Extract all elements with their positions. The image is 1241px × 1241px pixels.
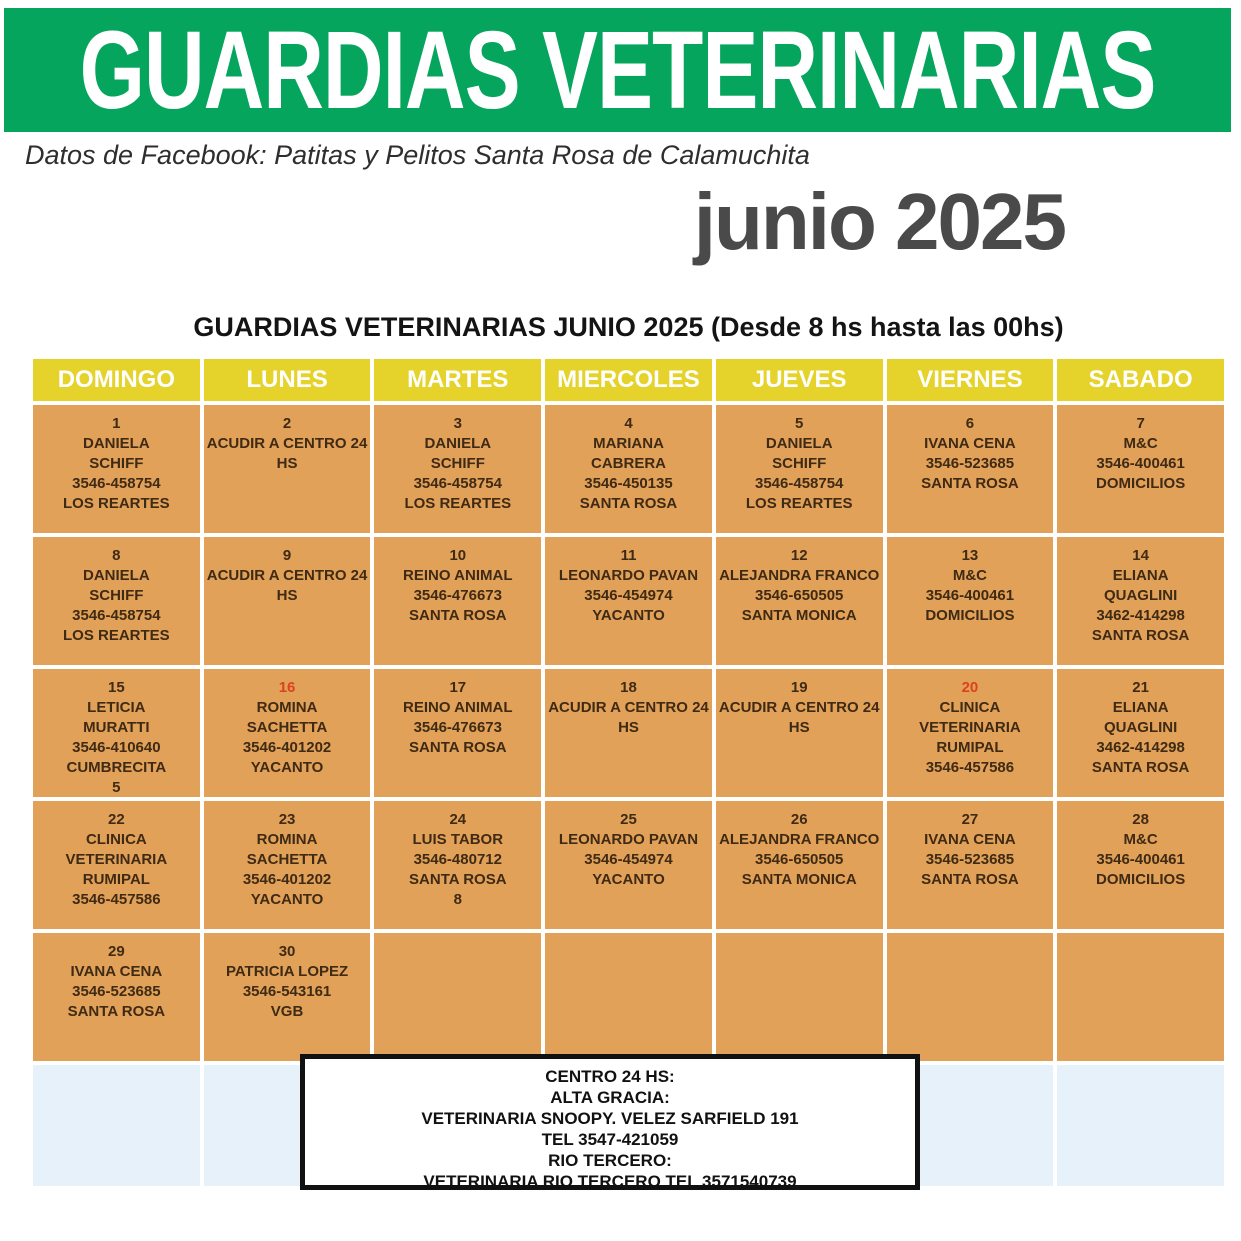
cell-text-line: HS bbox=[788, 719, 810, 736]
cell-text-line: IVANA CENA bbox=[924, 435, 1016, 452]
cell-text-line: MURATTI bbox=[83, 719, 150, 736]
cell-text-line: LEONARDO PAVAN bbox=[558, 567, 699, 584]
cell-text-line: ACUDIR A CENTRO 24 bbox=[718, 699, 880, 716]
calendar-cell bbox=[887, 537, 1054, 665]
calendar-cell bbox=[1057, 405, 1224, 533]
cell-text-line: 3546-523685 bbox=[72, 983, 161, 1000]
cell-text-line: 3546-543161 bbox=[242, 983, 332, 1000]
cell-text-line: SANTA ROSA bbox=[409, 607, 507, 624]
cell-text-line: VETERINARIA bbox=[919, 719, 1021, 736]
cell-text-line: ROMINA bbox=[256, 699, 318, 716]
cell-text-line: 3462-414298 bbox=[1096, 607, 1185, 624]
calendar-cell bbox=[204, 801, 371, 929]
day-number: 19 bbox=[790, 679, 808, 696]
calendar-cell bbox=[374, 669, 541, 797]
day-number: 22 bbox=[108, 811, 125, 828]
day-number: 14 bbox=[1132, 547, 1149, 564]
cell-text-line: SCHIFF bbox=[430, 455, 485, 472]
cell-text-line: SANTA ROSA bbox=[921, 475, 1019, 492]
calendar-cell bbox=[33, 405, 200, 533]
calendar-cell bbox=[887, 933, 1054, 1061]
cell-text-line: DANIELA bbox=[765, 435, 833, 452]
day-number: 24 bbox=[449, 811, 467, 828]
calendar-cell bbox=[374, 933, 541, 1061]
day-number: 26 bbox=[790, 811, 808, 828]
day-number: 16 bbox=[278, 679, 296, 696]
cell-text-line: LOS REARTES bbox=[63, 627, 170, 644]
cell-text-line: 3546-458754 bbox=[72, 607, 161, 624]
calendar-cell bbox=[716, 933, 883, 1061]
cell-text-line: 3546-476673 bbox=[413, 587, 502, 604]
cell-text-line: SANTA ROSA bbox=[1091, 759, 1190, 776]
cell-text-line: LETICIA bbox=[87, 699, 146, 716]
cell-text-line: ELIANA bbox=[1112, 567, 1169, 584]
empty-cell bbox=[1057, 1065, 1224, 1186]
cell-text-line: SANTA MONICA bbox=[741, 607, 857, 624]
day-number: 15 bbox=[108, 679, 125, 696]
cell-text-line: 3546-458754 bbox=[754, 475, 844, 492]
cell-text-line: 3546-650505 bbox=[754, 587, 844, 604]
day-number: 17 bbox=[449, 679, 467, 696]
day-number: 30 bbox=[278, 943, 296, 960]
day-number: 1 bbox=[112, 415, 121, 432]
cell-text-line: 3546-410640 bbox=[72, 739, 161, 756]
cell-text-line: SANTA ROSA bbox=[409, 871, 507, 888]
cell-text-line: ACUDIR A CENTRO 24 bbox=[206, 435, 368, 452]
calendar-cell bbox=[374, 537, 541, 665]
cell-text-line: 3462-414298 bbox=[1096, 739, 1185, 756]
calendar-cell bbox=[887, 405, 1054, 533]
cell-text-line: LEONARDO PAVAN bbox=[558, 831, 699, 848]
day-number: 18 bbox=[620, 679, 637, 696]
day-number: 25 bbox=[620, 811, 637, 828]
calendar-cell bbox=[545, 537, 712, 665]
cell-text-line: DOMICILIOS bbox=[1096, 475, 1186, 492]
calendar-cell bbox=[716, 669, 883, 797]
calendar-cell bbox=[33, 669, 200, 797]
cell-text-line: SCHIFF bbox=[89, 587, 144, 604]
month-title: junio 2025 bbox=[693, 177, 1065, 266]
cell-text-line: YACANTO bbox=[250, 759, 324, 776]
note-line: RIO TERCERO: bbox=[548, 1151, 672, 1170]
cell-text-line: DANIELA bbox=[83, 567, 150, 584]
calendar-cell bbox=[204, 933, 371, 1061]
cell-text-line: M&C bbox=[952, 567, 987, 584]
day-number: 4 bbox=[624, 415, 633, 432]
cell-text-line: M&C bbox=[1123, 831, 1158, 848]
day-header-miercoles: MIERCOLES bbox=[545, 359, 712, 401]
note-line: CENTRO 24 HS: bbox=[545, 1067, 675, 1086]
empty-cell bbox=[33, 1065, 200, 1186]
cell-text-line: HS bbox=[276, 455, 298, 472]
day-header-domingo: DOMINGO bbox=[33, 359, 200, 401]
facebook-credit-line: Datos de Facebook: Patitas y Pelitos Santa Rosa de Calamuchita bbox=[25, 140, 810, 170]
cell-text-line: VETERINARIA bbox=[65, 851, 168, 868]
cell-text-line: SANTA ROSA bbox=[67, 1003, 166, 1020]
calendar-cell bbox=[887, 669, 1054, 797]
day-number: 7 bbox=[1136, 415, 1145, 432]
cell-text-line: M&C bbox=[1123, 435, 1158, 452]
cell-text-line: SACHETTA bbox=[246, 851, 328, 868]
cell-text-line: SANTA ROSA bbox=[409, 739, 507, 756]
page-title: GUARDIAS VETERINARIAS bbox=[79, 7, 1156, 132]
cell-text-line: HS bbox=[618, 719, 639, 736]
cell-text-line: VGB bbox=[270, 1003, 304, 1020]
cell-text-line: 3546-476673 bbox=[413, 719, 502, 736]
centro-24hs-note-box bbox=[300, 1054, 920, 1190]
calendar-cell bbox=[545, 801, 712, 929]
cell-text-line: 5 bbox=[112, 779, 121, 796]
cell-text-line: ALEJANDRA FRANCO bbox=[719, 831, 880, 848]
cell-text-line: CLINICA bbox=[939, 699, 1001, 716]
cell-text-line: DOMICILIOS bbox=[925, 607, 1015, 624]
day-header-sabado: SABADO bbox=[1057, 359, 1224, 401]
cell-text-line: 3546-523685 bbox=[925, 851, 1015, 868]
day-header-jueves: JUEVES bbox=[716, 359, 883, 401]
cell-text-line: DANIELA bbox=[83, 435, 150, 452]
cell-text-line: SANTA ROSA bbox=[579, 495, 678, 512]
cell-text-line: DOMICILIOS bbox=[1096, 871, 1186, 888]
calendar-cell bbox=[1057, 537, 1224, 665]
cell-text-line: 3546-458754 bbox=[72, 475, 161, 492]
note-line: ALTA GRACIA: bbox=[550, 1088, 670, 1107]
day-header-viernes: VIERNES bbox=[887, 359, 1054, 401]
cell-text-line: 8 bbox=[453, 891, 462, 908]
cell-text-line: QUAGLINI bbox=[1103, 587, 1178, 604]
day-number: 29 bbox=[108, 943, 125, 960]
cell-text-line: 3546-401202 bbox=[242, 739, 332, 756]
cell-text-line: CABRERA bbox=[590, 455, 666, 472]
cell-text-line: REINO ANIMAL bbox=[403, 699, 513, 716]
day-number: 10 bbox=[449, 547, 467, 564]
calendar-cell bbox=[204, 537, 371, 665]
cell-text-line: 3546-458754 bbox=[413, 475, 502, 492]
day-header-martes: MARTES bbox=[374, 359, 541, 401]
day-number: 12 bbox=[790, 547, 808, 564]
calendar-cell bbox=[545, 933, 712, 1061]
cell-text-line: CUMBRECITA bbox=[66, 759, 167, 776]
cell-text-line: 3546-457586 bbox=[72, 891, 161, 908]
cell-text-line: CLINICA bbox=[85, 831, 147, 848]
cell-text-line: 3546-401202 bbox=[242, 871, 332, 888]
cell-text-line: 3546-400461 bbox=[1096, 455, 1185, 472]
cell-text-line: 3546-400461 bbox=[1096, 851, 1185, 868]
day-number: 2 bbox=[282, 415, 292, 432]
day-number: 8 bbox=[112, 547, 121, 564]
day-number: 3 bbox=[453, 415, 462, 432]
day-number: 27 bbox=[961, 811, 979, 828]
cell-text-line: 3546-400461 bbox=[925, 587, 1015, 604]
cell-text-line: REINO ANIMAL bbox=[403, 567, 513, 584]
cell-text-line: SANTA MONICA bbox=[741, 871, 857, 888]
note-line: VETERINARIA RIO TERCERO TEL 3571540739 bbox=[423, 1172, 797, 1191]
cell-text-line: QUAGLINI bbox=[1103, 719, 1178, 736]
cell-text-line: DANIELA bbox=[424, 435, 492, 452]
cell-text-line: YACANTO bbox=[592, 871, 665, 888]
cell-text-line: 3546-454974 bbox=[584, 587, 673, 604]
calendar-cell bbox=[374, 405, 541, 533]
cell-text-line: SCHIFF bbox=[89, 455, 144, 472]
calendar-cell bbox=[33, 933, 200, 1061]
header-banner bbox=[4, 8, 1231, 132]
day-number: 6 bbox=[965, 415, 975, 432]
cell-text-line: 3546-454974 bbox=[584, 851, 673, 868]
cell-text-line: ALEJANDRA FRANCO bbox=[719, 567, 880, 584]
cell-text-line: 3546-480712 bbox=[413, 851, 502, 868]
day-header-lunes: LUNES bbox=[204, 359, 371, 401]
day-number: 28 bbox=[1132, 811, 1149, 828]
cell-text-line: SANTA ROSA bbox=[921, 871, 1019, 888]
calendar-header-row bbox=[33, 359, 1224, 401]
calendar-cell bbox=[716, 801, 883, 929]
calendar-title: GUARDIAS VETERINARIAS JUNIO 2025 (Desde 8 hs hasta las 00hs) bbox=[193, 312, 1064, 342]
day-number: 23 bbox=[278, 811, 296, 828]
note-line: TEL 3547-421059 bbox=[541, 1130, 679, 1149]
cell-text-line: IVANA CENA bbox=[924, 831, 1016, 848]
cell-text-line: IVANA CENA bbox=[70, 963, 163, 980]
cell-text-line: 3546-450135 bbox=[584, 475, 673, 492]
cell-text-line: RUMIPAL bbox=[82, 871, 150, 888]
cell-text-line: PATRICIA LOPEZ bbox=[225, 963, 349, 980]
note-line: VETERINARIA SNOOPY. VELEZ SARFIELD 191 bbox=[421, 1109, 799, 1128]
calendar-cell bbox=[545, 669, 712, 797]
calendar-cell bbox=[374, 801, 541, 929]
calendar-cell bbox=[716, 405, 883, 533]
day-number: 20 bbox=[961, 679, 979, 696]
cell-text-line: 3546-523685 bbox=[925, 455, 1015, 472]
calendar-cell bbox=[887, 801, 1054, 929]
cell-text-line: ELIANA bbox=[1112, 699, 1169, 716]
calendar-body bbox=[33, 405, 1224, 1061]
cell-text-line: ACUDIR A CENTRO 24 bbox=[548, 699, 709, 716]
day-number: 5 bbox=[795, 415, 804, 432]
cell-text-line: HS bbox=[276, 587, 298, 604]
cell-text-line: SCHIFF bbox=[772, 455, 827, 472]
calendar-cell bbox=[1057, 933, 1224, 1061]
day-number: 21 bbox=[1132, 679, 1149, 696]
cell-text-line: MARIANA bbox=[593, 435, 664, 452]
cell-text-line: ACUDIR A CENTRO 24 bbox=[206, 567, 368, 584]
day-number: 13 bbox=[961, 547, 979, 564]
calendar-cell bbox=[545, 405, 712, 533]
calendar-cell bbox=[33, 801, 200, 929]
cell-text-line: SACHETTA bbox=[246, 719, 328, 736]
calendar-cell bbox=[1057, 669, 1224, 797]
cell-text-line: LUIS TABOR bbox=[412, 831, 504, 848]
cell-text-line: SANTA ROSA bbox=[1091, 627, 1190, 644]
cell-text-line: RUMIPAL bbox=[936, 739, 1004, 756]
day-number: 9 bbox=[282, 547, 292, 564]
cell-text-line: LOS REARTES bbox=[404, 495, 512, 512]
cell-text-line: YACANTO bbox=[250, 891, 324, 908]
cell-text-line: LOS REARTES bbox=[63, 495, 170, 512]
calendar-cell bbox=[204, 669, 371, 797]
calendar-cell bbox=[33, 537, 200, 665]
cell-text-line: YACANTO bbox=[592, 607, 665, 624]
cell-text-line: 3546-457586 bbox=[925, 759, 1015, 776]
calendar-cell bbox=[716, 537, 883, 665]
cell-text-line: 3546-650505 bbox=[754, 851, 844, 868]
day-number: 11 bbox=[620, 547, 637, 564]
calendar-cell bbox=[204, 405, 371, 533]
cell-text-line: ROMINA bbox=[256, 831, 318, 848]
calendar-cell bbox=[1057, 801, 1224, 929]
cell-text-line: LOS REARTES bbox=[745, 495, 853, 512]
